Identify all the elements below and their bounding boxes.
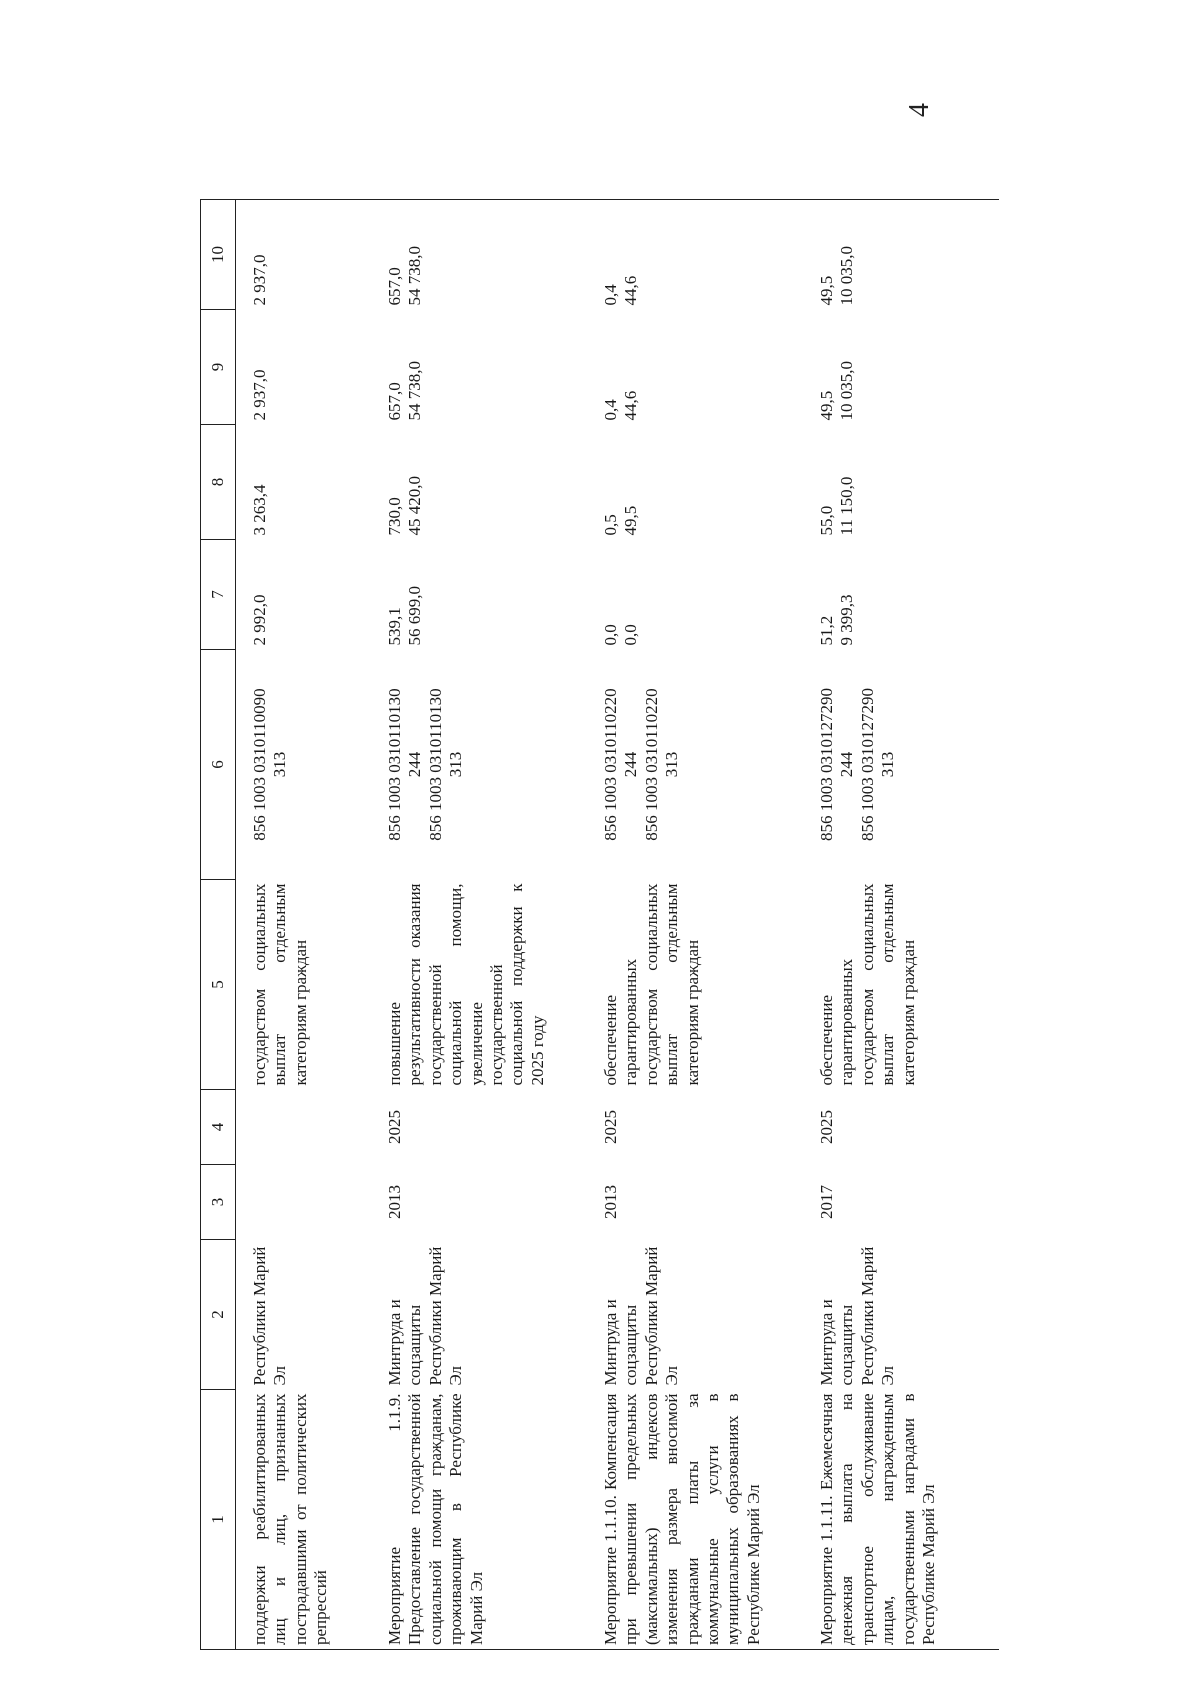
budget-code-cell	[367, 650, 587, 880]
measure-name-cell: Мероприятие 1.1.9. Предоставление государственной социальной помощи гражданам, проживающим в Республике Марий Эл	[367, 1390, 587, 1650]
budget-code-cell	[803, 650, 999, 880]
value-col-9-cell	[367, 310, 587, 425]
value-line: 56 699,0	[405, 586, 425, 646]
value-col-7-cell	[587, 540, 803, 650]
program-measures-table	[200, 199, 999, 1650]
budget-code-cell	[236, 650, 368, 880]
rotated-table-container	[200, 200, 960, 1650]
start-year-cell: 2013	[601, 1185, 620, 1219]
value-line: 2 937,0	[250, 369, 269, 421]
value-line: 49,5	[817, 275, 836, 306]
budget-code-line: 313	[878, 751, 898, 778]
header-col-7: 7	[201, 540, 236, 650]
page-number: 4	[904, 103, 935, 117]
budget-code-line: 856 1003 0310110130	[385, 688, 404, 841]
value-line: 730,0	[385, 497, 404, 536]
header-col-8: 8	[201, 425, 236, 540]
value-col-7-cell	[803, 540, 999, 650]
value-line: 0,0	[621, 624, 641, 646]
budget-code-line: 856 1003 0310110220	[601, 688, 620, 841]
end-year-cell: 2025	[817, 1110, 836, 1144]
end-year-cell: 2025	[601, 1110, 620, 1144]
budget-code-cell	[587, 650, 803, 880]
budget-code-line: 856 1003 0310110130	[425, 688, 445, 841]
value-col-10-cell	[803, 200, 999, 310]
start-year-cell: 2017	[817, 1185, 836, 1219]
value-line: 0,4	[601, 399, 620, 421]
header-col-5: 5	[201, 880, 236, 1090]
executor-cell: Республики Марий Эл	[250, 1246, 290, 1386]
table-row	[803, 200, 999, 1650]
expected-result-cell: обеспечение гарантированных государством социальных выплат отдельным категориям граждан	[817, 883, 918, 1086]
budget-code-line: 244	[837, 751, 857, 778]
value-col-8-cell	[367, 425, 587, 540]
expected-result-cell: обеспечение гарантированных государством социальных выплат отдельным категориям граждан	[601, 883, 702, 1086]
value-line: 44,6	[621, 275, 641, 306]
header-col-3: 3	[201, 1165, 236, 1240]
expected-result-cell: государством социальных выплат отдельным категориям граждан	[250, 883, 310, 1086]
value-line: 2 937,0	[250, 254, 269, 306]
measure-name-cell: поддержки реабилитированных лиц и лиц, признанных пострадавшими от политических репрессий	[236, 1390, 368, 1650]
header-col-9: 9	[201, 310, 236, 425]
header-col-10: 10	[201, 200, 236, 310]
value-line: 49,5	[621, 505, 641, 536]
header-col-2: 2	[201, 1240, 236, 1390]
header-col-4: 4	[201, 1090, 236, 1165]
value-line: 657,0	[385, 267, 404, 306]
value-line: 0,0	[601, 624, 620, 646]
value-line: 54 738,0	[405, 361, 425, 421]
value-col-9-cell	[587, 310, 803, 425]
value-col-8-cell	[236, 425, 368, 540]
executor-cell: Минтруда и соцзащиты Республики Марий Эл	[817, 1246, 898, 1386]
executor-cell: Минтруда и соцзащиты Республики Марий Эл	[601, 1246, 682, 1386]
value-line: 10 035,0	[837, 246, 857, 306]
value-line: 0,4	[601, 284, 620, 306]
table-row	[587, 200, 803, 1650]
value-line: 49,5	[817, 390, 836, 421]
end-year-cell: 2025	[385, 1110, 404, 1144]
value-col-8-cell	[803, 425, 999, 540]
value-col-9-cell	[236, 310, 368, 425]
value-line: 45 420,0	[405, 476, 425, 536]
executor-cell: Минтруда и соцзащиты Республики Марий Эл	[385, 1246, 466, 1386]
budget-code-line: 856 1003 0310110220	[641, 688, 661, 841]
budget-code-line: 313	[662, 751, 682, 778]
header-row	[201, 200, 236, 1650]
value-line: 9 399,3	[837, 594, 857, 646]
budget-code-line: 856 1003 0310110090	[250, 688, 269, 841]
start-year-cell	[236, 1165, 368, 1240]
measure-name-cell: Мероприятие 1.1.11. Ежемесячная денежная выплата на транспортное обслуживание лицам, награжденным государственными наградами в Республике Марий Эл	[803, 1390, 999, 1650]
value-col-7-cell	[236, 540, 368, 650]
measure-name-cell: Мероприятие 1.1.10. Компенсация при превышении предельных (максимальных) индексов изменения размера вносимой гражданами платы за коммунальные услуги в муниципальных образованиях в Республике Марий Эл	[587, 1390, 803, 1650]
value-line: 539,1	[385, 607, 404, 646]
header-col-1: 1	[201, 1390, 236, 1650]
value-line: 0,5	[601, 514, 620, 536]
value-line: 2 992,0	[250, 594, 269, 646]
budget-code-line: 244	[621, 751, 641, 778]
start-year-cell: 2013	[385, 1185, 404, 1219]
budget-code-line: 856 1003 0310127290	[817, 688, 836, 841]
value-line: 3 263,4	[250, 484, 269, 536]
value-col-10-cell	[587, 200, 803, 310]
value-line: 657,0	[385, 382, 404, 421]
budget-code-line: 313	[446, 751, 466, 778]
value-line: 44,6	[621, 390, 641, 421]
expected-result-cell: повышение результативности оказания государственной социальной помощи, увеличение государственной социальной поддержки к 2025 году	[385, 883, 547, 1086]
budget-code-line: 856 1003 0310127290	[857, 688, 877, 841]
value-col-10-cell	[367, 200, 587, 310]
value-col-7-cell	[367, 540, 587, 650]
value-col-9-cell	[803, 310, 999, 425]
budget-code-line: 313	[270, 751, 290, 778]
value-col-10-cell	[236, 200, 368, 310]
table-row	[236, 200, 368, 1650]
value-line: 11 150,0	[837, 476, 857, 536]
header-col-6: 6	[201, 650, 236, 880]
value-line: 55,0	[817, 505, 836, 536]
value-line: 54 738,0	[405, 246, 425, 306]
table-row	[367, 200, 587, 1650]
value-line: 51,2	[817, 615, 836, 646]
value-line: 10 035,0	[837, 361, 857, 421]
value-col-8-cell	[587, 425, 803, 540]
budget-code-line: 244	[405, 751, 425, 778]
end-year-cell	[236, 1090, 368, 1165]
